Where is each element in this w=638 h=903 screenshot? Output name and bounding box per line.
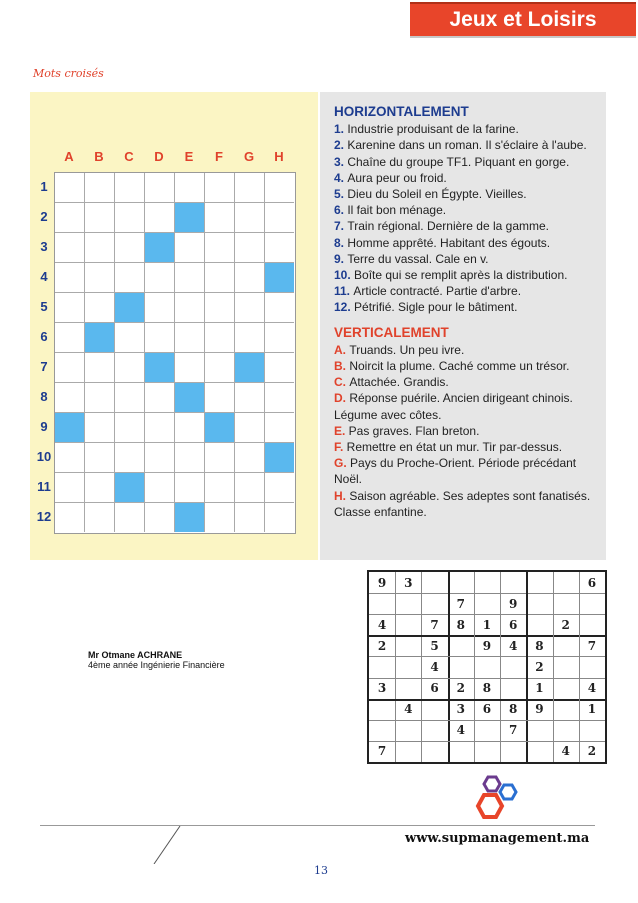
crossword-black-cell	[145, 353, 175, 383]
crossword-black-cell	[235, 353, 265, 383]
crossword-cell[interactable]	[265, 173, 294, 203]
crossword-cell[interactable]	[235, 203, 265, 233]
crossword-black-cell	[265, 443, 294, 473]
crossword-cell[interactable]	[175, 473, 205, 503]
crossword-cell[interactable]	[205, 473, 235, 503]
sudoku-line	[369, 656, 605, 657]
crossword-cell[interactable]	[205, 383, 235, 413]
clue-text: Noircit la plume. Caché comme un trésor.	[349, 359, 570, 374]
crossword-cell[interactable]	[145, 473, 175, 503]
author-block	[88, 650, 225, 670]
crossword-black-cell	[175, 503, 205, 532]
sudoku-line	[474, 572, 475, 762]
clue-text: Truands. Un peu ivre.	[349, 342, 465, 357]
crossword-cell[interactable]	[145, 443, 175, 473]
sudoku-cell: 6	[509, 617, 518, 632]
crossword-cell[interactable]	[265, 503, 294, 532]
crossword-cell[interactable]	[175, 293, 205, 323]
clue-item	[334, 423, 606, 439]
sudoku-cell: 4	[509, 638, 518, 653]
sudoku-cell: 8	[509, 702, 518, 717]
sudoku-cell[interactable]	[579, 614, 605, 635]
sudoku-cell: 8	[456, 617, 465, 632]
sudoku-line	[369, 593, 605, 594]
crossword-cell[interactable]	[115, 263, 145, 293]
crossword-panel	[30, 92, 606, 560]
column-label: F	[215, 149, 223, 164]
sudoku-cell: 7	[587, 638, 597, 653]
clue-item	[334, 251, 606, 267]
sudoku-cell: 2	[561, 617, 570, 632]
crossword-cell[interactable]	[145, 383, 175, 413]
sudoku-cell[interactable]	[369, 593, 395, 614]
clue-number: F.	[334, 440, 347, 455]
row-label: 4	[40, 269, 48, 284]
sudoku-line	[369, 678, 605, 679]
crossword-cell[interactable]	[205, 173, 235, 203]
section-label: Mots croisés	[33, 67, 104, 80]
sudoku-cell[interactable]	[421, 572, 447, 593]
row-label: 10	[36, 449, 52, 464]
crossword-cell[interactable]	[55, 233, 85, 263]
clue-text: Karenine dans un roman. Il s'éclaire à l'aube.	[347, 138, 587, 153]
row-label: 5	[40, 299, 48, 314]
crossword-cell[interactable]	[85, 443, 115, 473]
sudoku-cell: 1	[587, 702, 597, 717]
crossword-cell[interactable]	[175, 263, 205, 293]
clue-text: Saison agréable. Ses adeptes sont fanatisés. Classe enfantine.	[334, 488, 591, 519]
column-label: A	[64, 149, 74, 164]
sudoku-cell[interactable]	[553, 699, 579, 720]
clue-number: 1.	[334, 122, 348, 137]
crossword-cell[interactable]	[85, 383, 115, 413]
sudoku-cell[interactable]	[448, 572, 474, 593]
crossword-cell[interactable]	[55, 173, 85, 203]
clue-text: Train régional. Dernière de la gamme.	[347, 219, 549, 234]
crossword-cell[interactable]	[235, 173, 265, 203]
sudoku-cell: 4	[404, 702, 413, 717]
sudoku-cell[interactable]	[474, 572, 500, 593]
sudoku-cell: 2	[587, 744, 597, 759]
clue-number: 2.	[334, 138, 348, 153]
clue-number: 3.	[334, 154, 348, 169]
crossword-cell[interactable]	[205, 293, 235, 323]
clue-item	[334, 202, 606, 218]
crossword-cell[interactable]	[205, 263, 235, 293]
clue-number: 11.	[334, 284, 354, 299]
vertical-clues	[334, 342, 606, 520]
author-program: 4ème année Ingénierie Financière	[88, 660, 225, 670]
sudoku-cell[interactable]	[553, 572, 579, 593]
clue-item	[334, 439, 606, 455]
crossword-cell[interactable]	[115, 233, 145, 263]
crossword-cell[interactable]	[235, 383, 265, 413]
clues-panel	[320, 92, 606, 560]
clue-number: 6.	[334, 203, 348, 218]
clue-item	[334, 170, 606, 186]
clue-text: Aura peur ou froid.	[347, 170, 447, 185]
clue-number: 9.	[334, 251, 348, 266]
clue-text: Pays du Proche-Orient. Période précédant Noël.	[334, 456, 577, 487]
website-url: www.supmanagement.ma	[405, 831, 590, 846]
sudoku-cell: 4	[456, 723, 465, 738]
sudoku-line	[369, 635, 605, 637]
crossword-cell[interactable]	[145, 503, 175, 532]
sudoku-line	[395, 572, 396, 762]
sudoku-cell[interactable]	[421, 593, 447, 614]
clue-number: D.	[334, 391, 350, 406]
sudoku-line	[421, 572, 422, 762]
sudoku-cell: 3	[404, 575, 413, 590]
crossword-cell[interactable]	[265, 233, 294, 263]
clue-item	[334, 342, 606, 358]
sudoku-cell[interactable]	[395, 741, 421, 762]
crossword-cell[interactable]	[115, 203, 145, 233]
crossword-cell[interactable]	[55, 263, 85, 293]
sudoku-cell: 9	[377, 575, 387, 590]
sudoku-cell: 1	[482, 617, 492, 632]
sudoku-cell: 6	[587, 575, 597, 590]
crossword-cell[interactable]	[115, 443, 145, 473]
sudoku-cell[interactable]	[474, 720, 500, 741]
crossword-cell[interactable]	[175, 413, 205, 443]
header-title: Jeux et Loisirs	[449, 8, 597, 31]
clue-number: C.	[334, 375, 350, 390]
sudoku-cell: 3	[456, 702, 465, 717]
clue-text: Pétrifié. Sigle pour le bâtiment.	[354, 300, 518, 315]
sudoku-cell[interactable]	[369, 656, 395, 677]
crossword-cell[interactable]	[55, 293, 85, 323]
sudoku-cell: 9	[535, 702, 544, 717]
column-label: E	[184, 149, 194, 164]
sudoku-cell[interactable]	[579, 720, 605, 741]
sudoku-cell: 9	[509, 596, 518, 611]
sudoku-cell[interactable]	[474, 656, 500, 677]
crossword-black-cell	[115, 293, 145, 323]
author-name: Mr Otmane ACHRANE	[88, 650, 183, 660]
crossword-cell[interactable]	[85, 473, 115, 503]
sudoku-cell[interactable]	[421, 699, 447, 720]
clue-text: Pas graves. Flan breton.	[348, 423, 480, 438]
sudoku-cell[interactable]	[526, 741, 552, 762]
sudoku-cell: 2	[535, 659, 544, 674]
crossword-cell[interactable]	[205, 353, 235, 383]
crossword-cell[interactable]	[115, 503, 145, 532]
row-label: 11	[37, 479, 51, 494]
sudoku-cell[interactable]	[500, 572, 526, 593]
sudoku-cell[interactable]	[579, 593, 605, 614]
crossword-grid-panel	[30, 92, 318, 560]
crossword-black-cell	[55, 413, 85, 443]
sudoku-cell: 4	[430, 659, 439, 674]
crossword-cell[interactable]	[85, 293, 115, 323]
sudoku-line	[369, 614, 605, 615]
crossword-cell[interactable]	[55, 323, 85, 353]
crossword-cell[interactable]	[175, 233, 205, 263]
clue-item	[334, 374, 606, 390]
sudoku-line	[553, 572, 554, 762]
clue-item	[334, 283, 606, 299]
row-label: 9	[40, 419, 48, 434]
clue-item	[334, 121, 606, 137]
sudoku-line	[448, 572, 450, 762]
sudoku-cell[interactable]	[579, 656, 605, 677]
sudoku-cell: 4	[377, 617, 387, 632]
clue-item	[334, 218, 606, 234]
clue-number: H.	[334, 488, 350, 503]
header-banner	[410, 2, 636, 36]
crossword-black-cell	[145, 233, 175, 263]
sudoku-cell[interactable]	[395, 635, 421, 656]
column-label: H	[274, 149, 284, 164]
vertical-title: VERTICALEMENT	[334, 324, 449, 340]
clue-item	[334, 235, 606, 251]
sudoku-cell: 9	[482, 638, 492, 653]
sudoku-cell[interactable]	[474, 593, 500, 614]
crossword-black-cell	[205, 413, 235, 443]
column-label: C	[124, 149, 134, 164]
sudoku-cell[interactable]	[395, 720, 421, 741]
clue-number: 8.	[334, 235, 348, 250]
sudoku-cell: 1	[535, 681, 544, 696]
sudoku-cell[interactable]	[526, 614, 552, 635]
clue-item	[334, 154, 606, 170]
sudoku-cell: 5	[430, 638, 439, 653]
crossword-black-cell	[265, 263, 294, 293]
sudoku-line	[526, 572, 528, 762]
footer-rule	[40, 825, 595, 826]
crossword-cell[interactable]	[235, 473, 265, 503]
crossword-cell[interactable]	[235, 413, 265, 443]
horizontal-title: HORIZONTALEMENT	[334, 104, 469, 119]
crossword-cell[interactable]	[235, 323, 265, 353]
clue-text: Article contracté. Partie d'arbre.	[353, 284, 522, 299]
crossword-cell[interactable]	[175, 173, 205, 203]
sudoku-cell: 6	[430, 681, 439, 696]
crossword-cell[interactable]	[205, 233, 235, 263]
crossword-cell[interactable]	[265, 383, 294, 413]
crossword-cell[interactable]	[55, 383, 85, 413]
clue-text: Réponse puérile. Ancien dirigeant chinois. Légume avec côtes.	[334, 391, 573, 422]
sudoku-cell[interactable]	[526, 720, 552, 741]
sudoku-cell[interactable]	[369, 699, 395, 720]
column-label: D	[154, 149, 164, 164]
clue-item	[334, 267, 606, 283]
clue-number: G.	[334, 456, 351, 471]
row-label: 12	[36, 509, 52, 524]
clue-text: Terre du vassal. Cale en v.	[347, 251, 489, 266]
row-label: 8	[40, 389, 48, 404]
crossword-black-cell	[85, 323, 115, 353]
footer-slash	[150, 826, 182, 864]
sudoku-cell: 7	[456, 596, 465, 611]
clue-item	[334, 299, 606, 315]
crossword-cell[interactable]	[115, 353, 145, 383]
row-label: 7	[40, 359, 48, 374]
clue-number: 5.	[334, 187, 348, 202]
crossword-cell[interactable]	[205, 203, 235, 233]
crossword-cell[interactable]	[85, 233, 115, 263]
sudoku-cell[interactable]	[369, 720, 395, 741]
crossword-cell[interactable]	[145, 293, 175, 323]
sudoku-cell[interactable]	[395, 656, 421, 677]
sudoku-line	[579, 572, 580, 762]
horizontal-clues	[334, 121, 606, 315]
crossword-cell[interactable]	[85, 173, 115, 203]
clue-number: 12.	[334, 300, 355, 315]
sudoku-cell: 7	[377, 744, 387, 759]
crossword-cell[interactable]	[175, 353, 205, 383]
sudoku-cell[interactable]	[553, 720, 579, 741]
sudoku-cell[interactable]	[421, 720, 447, 741]
row-label: 1	[40, 179, 48, 194]
crossword-cell[interactable]	[145, 173, 175, 203]
sudoku-cell[interactable]	[500, 656, 526, 677]
crossword-cell[interactable]	[145, 323, 175, 353]
sudoku-cell: 8	[482, 681, 492, 696]
column-label: G	[243, 149, 255, 164]
clue-item	[334, 390, 606, 422]
sudoku-cell[interactable]	[448, 635, 474, 656]
crossword-cell[interactable]	[55, 443, 85, 473]
crossword-cell[interactable]	[55, 503, 85, 532]
sudoku-cell: 7	[430, 617, 439, 632]
clue-item	[334, 488, 606, 520]
crossword-cell[interactable]	[265, 203, 294, 233]
clue-number: 4.	[334, 170, 348, 185]
sudoku-cell[interactable]	[421, 741, 447, 762]
sudoku-cell: 4	[587, 681, 597, 696]
sudoku-cell[interactable]	[526, 593, 552, 614]
clue-number: 7.	[334, 219, 348, 234]
crossword-cell[interactable]	[85, 263, 115, 293]
clue-text: Il fait bon ménage.	[347, 203, 447, 218]
crossword-cell[interactable]	[115, 383, 145, 413]
clue-number: B.	[334, 359, 350, 374]
clue-item	[334, 137, 606, 153]
sudoku-line	[369, 741, 605, 742]
crossword-cell[interactable]	[265, 323, 294, 353]
crossword-cell[interactable]	[205, 323, 235, 353]
crossword-cell[interactable]	[235, 443, 265, 473]
clue-text: Remettre en état un mur. Tir par-dessus.	[346, 440, 563, 455]
clue-text: Industrie produisant de la farine.	[347, 122, 519, 137]
crossword-cell[interactable]	[265, 353, 294, 383]
crossword-cell[interactable]	[85, 203, 115, 233]
clue-number: 10.	[334, 268, 355, 283]
crossword-cell[interactable]	[265, 413, 294, 443]
crossword-cell[interactable]	[265, 293, 294, 323]
sudoku-grid	[367, 570, 607, 764]
sudoku-cell[interactable]	[553, 656, 579, 677]
crossword-black-cell	[175, 203, 205, 233]
page-number: 13	[314, 864, 328, 877]
crossword-cell[interactable]	[55, 353, 85, 383]
sudoku-cell: 6	[482, 702, 492, 717]
clue-item	[334, 186, 606, 202]
crossword-cell[interactable]	[115, 173, 145, 203]
crossword-cell[interactable]	[235, 233, 265, 263]
crossword-black-cell	[115, 473, 145, 503]
sudoku-cell[interactable]	[448, 656, 474, 677]
crossword-cell[interactable]	[55, 203, 85, 233]
row-label: 6	[40, 329, 48, 344]
row-label: 3	[40, 239, 48, 254]
sudoku-cell[interactable]	[500, 741, 526, 762]
crossword-cell[interactable]	[85, 503, 115, 532]
hexagon-logo-icon	[470, 775, 520, 823]
sudoku-cell[interactable]	[474, 741, 500, 762]
clue-item	[334, 358, 606, 374]
crossword-cell[interactable]	[85, 353, 115, 383]
clue-number: E.	[334, 423, 349, 438]
row-label: 2	[40, 209, 48, 224]
crossword-cell[interactable]	[115, 413, 145, 443]
sudoku-line	[500, 572, 501, 762]
crossword-cell[interactable]	[145, 413, 175, 443]
sudoku-line	[369, 699, 605, 701]
sudoku-cell[interactable]	[395, 593, 421, 614]
sudoku-cell[interactable]	[448, 741, 474, 762]
sudoku-cell: 4	[561, 744, 570, 759]
sudoku-cell[interactable]	[395, 614, 421, 635]
sudoku-cell[interactable]	[553, 678, 579, 699]
sudoku-cell[interactable]	[500, 678, 526, 699]
crossword-cell[interactable]	[115, 323, 145, 353]
sudoku-cell[interactable]	[553, 593, 579, 614]
sudoku-cell[interactable]	[553, 635, 579, 656]
clue-text: Dieu du Soleil en Égypte. Vieilles.	[347, 187, 527, 202]
column-label: B	[94, 149, 104, 164]
clue-number: A.	[334, 342, 350, 357]
crossword-cell[interactable]	[175, 323, 205, 353]
crossword-cell[interactable]	[205, 503, 235, 532]
clue-text: Homme apprêté. Habitant des égouts.	[347, 235, 551, 250]
sudoku-cell: 3	[377, 681, 387, 696]
clue-text: Boîte qui se remplit après la distribution.	[354, 268, 568, 283]
sudoku-cell[interactable]	[395, 678, 421, 699]
crossword-black-cell	[175, 383, 205, 413]
crossword-cell[interactable]	[235, 293, 265, 323]
crossword-grid	[54, 172, 296, 534]
clue-text: Attachée. Grandis.	[349, 375, 449, 390]
crossword-cell[interactable]	[145, 203, 175, 233]
sudoku-cell: 2	[377, 638, 387, 653]
sudoku-line	[369, 720, 605, 721]
crossword-cell[interactable]	[235, 503, 265, 532]
crossword-cell[interactable]	[85, 413, 115, 443]
crossword-cell[interactable]	[175, 443, 205, 473]
sudoku-cell[interactable]	[526, 572, 552, 593]
crossword-cell[interactable]	[55, 473, 85, 503]
sudoku-cell: 7	[509, 723, 518, 738]
clue-item	[334, 455, 606, 487]
sudoku-cell: 2	[456, 681, 465, 696]
crossword-cell[interactable]	[235, 263, 265, 293]
crossword-cell[interactable]	[265, 473, 294, 503]
crossword-cell[interactable]	[205, 443, 235, 473]
crossword-cell[interactable]	[145, 263, 175, 293]
sudoku-cell: 8	[535, 638, 544, 653]
clue-text: Chaîne du groupe TF1. Piquant en gorge.	[347, 154, 570, 169]
